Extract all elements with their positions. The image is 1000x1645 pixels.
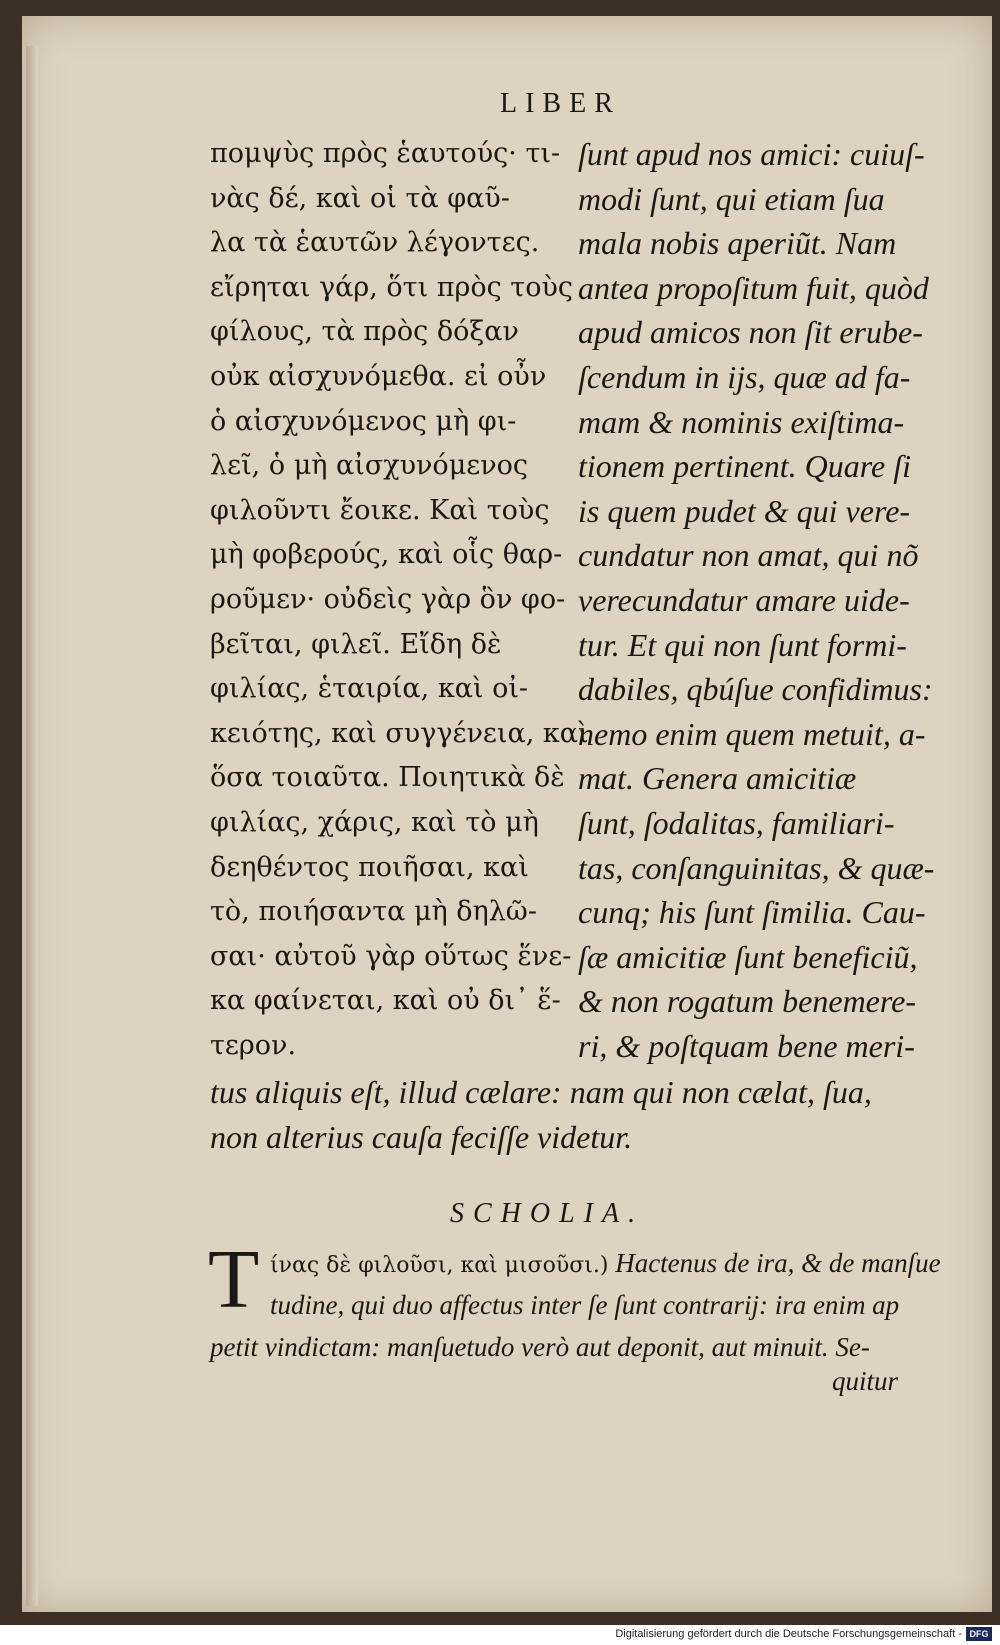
greek-line: οὐκ αἰσχυνόμεθα. εἰ οὖν xyxy=(210,360,547,392)
greek-line: λα τὰ ἑαυτῶν λέγοντες. xyxy=(210,227,540,259)
greek-line: μὴ φοβερούς, καὶ οἷς θαρ- xyxy=(210,539,563,571)
latin-text-column xyxy=(578,132,948,1068)
greek-line: κειότης, καὶ συγγένεια, καὶ xyxy=(210,717,589,749)
greek-text-column xyxy=(210,132,589,1068)
greek-line: λεῖ, ὁ μὴ αἰσχυνόμενος xyxy=(210,450,529,482)
running-title: LIBER xyxy=(500,88,621,119)
greek-line: φιλίας, ἑταιρία, καὶ οἰ- xyxy=(210,673,529,705)
latin-line: is quem pudet & qui vere- xyxy=(578,492,911,529)
latin-tail-line: non alterius cauſa feciſſe videtur. xyxy=(210,1118,633,1155)
scholia-heading: SCHOLIA. xyxy=(450,1198,645,1229)
greek-line: φιλίας, χάρις, καὶ τὸ μὴ xyxy=(210,806,539,838)
greek-line: φιλοῦντι ἔοικε. Καὶ τοὺς xyxy=(210,494,550,526)
latin-line: tur. Et qui non ſunt formi- xyxy=(578,626,907,663)
scholia-body xyxy=(210,1242,955,1368)
greek-line: βεῖται, φιλεῖ. Εἴδη δὲ xyxy=(210,628,502,660)
latin-line: apud amicos non ſit erube- xyxy=(578,314,923,351)
greek-line: τὸ, ποιήσαντα μὴ δηλῶ- xyxy=(210,896,537,928)
latin-line: ſunt, ſodalitas, familiari- xyxy=(578,804,895,841)
latin-tail-line: tus aliquis eſt, illud cælare: nam qui non cælat, ſua, xyxy=(210,1074,872,1110)
greek-line: κα φαίνεται, καὶ οὐ δι᾽ ἕ- xyxy=(210,985,561,1017)
scholia-greek-lemma: ίνας δὲ φιλοῦσι, καὶ μισοῦσι.) xyxy=(270,1253,609,1278)
latin-continuation xyxy=(210,1070,950,1159)
latin-line: cundatur non amat, qui nõ xyxy=(578,537,919,574)
drop-cap-initial: T xyxy=(208,1233,260,1326)
latin-line: nemo enim quem metuit, a- xyxy=(578,715,926,752)
page-binding-edge xyxy=(26,46,38,1606)
latin-line: tas, conſanguinitas, & quæ- xyxy=(578,849,935,886)
scholia-line-1-latin: Hactenus de ira, & de manſue xyxy=(608,1248,941,1278)
latin-line: & non rogatum benemere- xyxy=(578,983,916,1020)
latin-line: verecundatur amare uide- xyxy=(578,581,910,618)
latin-line: mat. Genera amicitiæ xyxy=(578,760,857,797)
scholia-line-2: tudine, qui duo affectus inter ſe ſunt contrarij: ira enim ap xyxy=(270,1290,900,1320)
greek-line: ροῦμεν· οὐδεὶς γὰρ ὃν φο- xyxy=(210,583,566,615)
latin-line: antea propoſitum fuit, quòd xyxy=(578,269,929,306)
latin-line: ſcendum in ijs, quæ ad fa- xyxy=(578,358,911,395)
latin-line: modi ſunt, qui etiam ſua xyxy=(578,180,885,217)
latin-line: ſæ amicitiæ ſunt beneficiũ, xyxy=(578,938,918,975)
greek-line: πομψὺς πρὸς ἑαυτούς· τι- xyxy=(210,138,561,169)
greek-line: σαι· αὐτοῦ γὰρ οὕτως ἕνε- xyxy=(210,940,572,972)
greek-line: εἴρηται γάρ, ὅτι πρὸς τοὺς xyxy=(210,271,574,303)
latin-line: mam & nominis exiſtima- xyxy=(578,403,905,440)
latin-line: cunq; his ſunt ſimilia. Cau- xyxy=(578,894,926,931)
greek-line: νὰς δέ, καὶ οἱ τὰ φαῦ- xyxy=(210,182,510,214)
footer-credit: Digitalisierung gefördert durch die Deutsche Forschungsgemeinschaft - xyxy=(615,1628,962,1640)
greek-line: δεηθέντος ποιῆσαι, καὶ xyxy=(210,851,529,883)
latin-line: mala nobis aperiũt. Nam xyxy=(578,225,897,262)
latin-line: tionem pertinent. Quare ſi xyxy=(578,448,911,485)
greek-line: φίλους, τὰ πρὸς δόξαν xyxy=(210,316,519,348)
latin-line: ſunt apud nos amici: cuiuſ- xyxy=(578,136,925,172)
greek-line: ὅσα τοιαῦτα. Ποιητικὰ δὲ xyxy=(210,762,565,794)
scholia-line-1 xyxy=(210,1242,955,1284)
greek-line: τερον. xyxy=(210,1029,297,1061)
dfg-logo: DFG xyxy=(966,1627,992,1641)
latin-line: ri, & poſtquam bene meri- xyxy=(578,1027,915,1064)
catchword: quitur xyxy=(832,1366,899,1396)
greek-line: ὁ αἰσχυνόμενος μὴ φι- xyxy=(210,405,517,437)
scholia-line-3: petit vindictam: manſuetudo verò aut deponit, aut minuit. Se- xyxy=(210,1332,870,1362)
latin-line: dabiles, qbúſue confidimus: xyxy=(578,671,933,708)
